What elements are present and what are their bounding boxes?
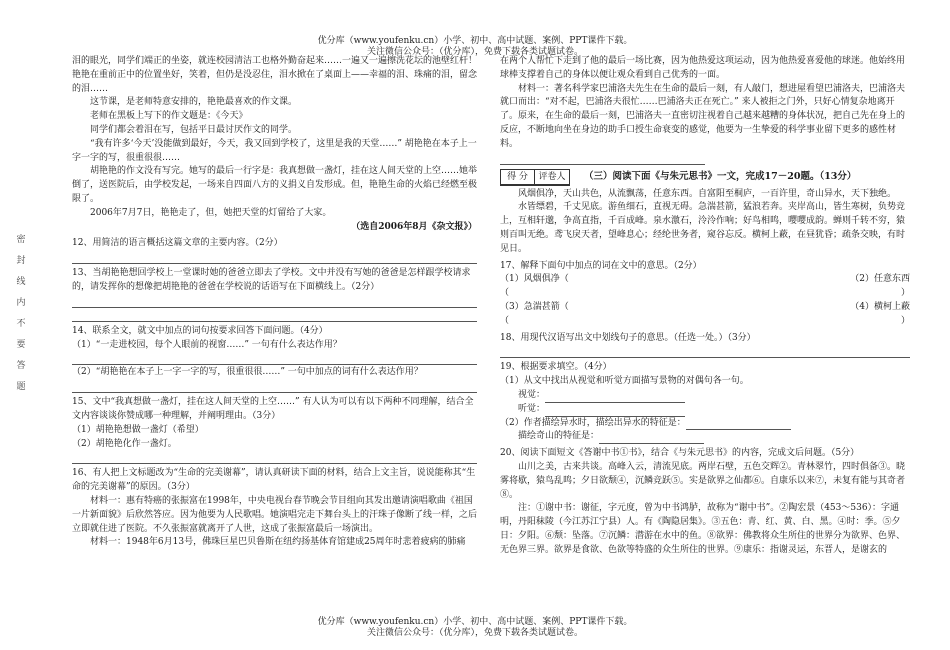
question-17-blanks [500, 287, 910, 301]
auditory-label: 听觉： [518, 403, 546, 414]
section-3-header [500, 169, 910, 185]
answer-paren[interactable]: （ [500, 315, 510, 326]
question-19-part-1: （1）从文中找出从视觉和听觉方面描写景物的对偶句各一句。 [500, 376, 749, 387]
answer-line[interactable] [72, 309, 477, 322]
question-20: 20、阅读下面短文《答谢中书①书》，结合《与朱元思书》的内容，完成文后问题。（5分） [500, 448, 860, 459]
answer-line[interactable] [500, 345, 910, 358]
question-12: 12、用简洁的语言概括这篇文章的主要内容。（2分） [72, 238, 283, 249]
classical-text-paragraph: 风烟俱净，天山共色，从流飘荡，任意东西。自富阳至桐庐，一百许里，奇山异水，天下独绝。 [518, 188, 897, 199]
passage-paragraph: 同学们都会着泪在写，包括平日最讨厌作文的同学。 [90, 124, 298, 135]
question-20-text: 山川之美，古来共谈。高峰入云，清流见底。两岸石壁，五色交辉②。青林翠竹，四时俱备③。晓雾将歇，猿鸟乱鸣；夕日欲颓④，沉鳞竞跃⑤。实是欲界之仙都⑥。自康乐以来⑦，未复有能与其奇者⑧。 [500, 461, 906, 500]
right-column [500, 55, 910, 558]
material-3: 材料一：著名科学家巴浦洛夫先生在生命的最后一刻，有人敲门，想进屋看望巴浦洛夫，巴浦洛夫就口而出：“对不起，巴浦洛夫很忙……巴浦洛夫正在死亡。” 来人被拒之门外，只好心情复杂地离开了。原来，在生命的最后一刻，巴浦洛夫一直密切注视着自己越来越糟的身体状况，把自己先在身上的反应，不断地向坐在身边的助手口授生命衰变的感觉，他要为一生挚爱的科学事业留下更多的感性材料。 [500, 83, 906, 149]
auditory-answer-blank[interactable] [545, 407, 685, 417]
question-15-option-2: （2）胡艳艳化作一盏灯。 [72, 438, 177, 449]
question-17-item-2: （2）任意东西 [850, 274, 910, 285]
passage-paragraph: 泪的眼光，同学们端正的坐姿，就连校园清洁工也格外勤奋起来……一遍又一遍擦洗花坛的池壁红杆！艳艳在重前正中的位置坐好，笑着，但仍是没忍住，泪水掀在了桌面上——幸福的泪、珠痛的泪，留念的泪…… [72, 56, 478, 94]
classical-text-paragraph: 水皆缥碧，千丈见底。游鱼细石，直视无碍。急湍甚箭，猛浪若奔。夹岸高山，皆生寒树，负势竞上，互相轩邈，争高直指，千百成峰。泉水激石，泠泠作响；好鸟相鸣，嘤嘤成韵。蝉则千转不穷，猿则百叫无绝。鸢飞戾天者，望峰息心；经纶世务者，窥谷忘反。横柯上蔽，在昼犹昏；疏条交映，有时见日。 [500, 202, 906, 254]
question-14: 14、联系全文，就文中加点的词句按要求回答下面问题。（4分） [72, 325, 328, 336]
question-17-row [500, 273, 910, 287]
answer-paren[interactable]: （ [500, 288, 510, 299]
question-19: 19、根据要求填空。（4分） [500, 362, 612, 373]
question-17-row [500, 301, 910, 315]
passage-paragraph: 老师在黑板上写下的作文题是：《今天》 [90, 111, 248, 122]
passage-paragraph: 胡艳艳的作文没有写完。她写的最后一行字是：我真想做一盏灯，挂在这人间天堂的上空……她举倒了，送医院后，由学校发起，一场来自四面八方的义捐义自发形成。但，艳艳生命的火焰已经燃至极限了。 [72, 166, 478, 204]
mountain-feature-blank[interactable] [599, 434, 704, 444]
question-19-visual [500, 389, 910, 403]
left-column [72, 55, 477, 550]
score-label: 得 分 [501, 170, 535, 184]
question-17-blanks [500, 315, 910, 329]
score-box [500, 169, 570, 185]
water-feature-blank[interactable] [686, 420, 791, 430]
question-16: 16、有人把上文标题改为“生命的完美谢幕”，请认真研读下面的材料，结合上文主旨，说说能称其“生命的完美谢幕”的原因。（3分） [72, 468, 476, 493]
material-2-continued: 在两个人帮忙下走到了他的最后一场比赛，因为他热爱这项运动，因为他热爱喜爱他的球迷。他始终用球棒支撑着自己的身体以便让观众看到自己优秀的一面。 [500, 56, 906, 80]
answer-line[interactable] [72, 380, 477, 393]
question-19-part-3: 描绘奇山的特征是： [500, 430, 910, 444]
section-3-title: （三）阅读下面《与朱元思书》一文，完成17－20题。（13分） [584, 170, 857, 182]
answer-line[interactable] [72, 451, 477, 464]
answer-line[interactable] [72, 295, 477, 308]
passage-paragraph: “我有许多‘今天’没能做到最好，今天，我又回到学校了，这里是我的天堂……” 胡艳艳在本子上一字一字的写，很重很很…… [72, 138, 477, 163]
answer-paren[interactable]: ） [900, 315, 910, 326]
question-19-part-2: （2）作者描绘异水时，描绘出异水的特征是： [500, 417, 910, 431]
grader-label: 评卷人 [538, 171, 566, 182]
question-14-part-1: （1）“一走进校园，每个人眼前的视窗……” 一句有什么表达作用？ [72, 339, 342, 350]
question-15: 15、文中“我真想做一盏灯，挂在这人间天堂的上空……” 有人认为可以有以下两种不同理解，结合全文内容谈谈你赞成哪一种理解，并阐明理由。（3分） [72, 397, 474, 421]
question-17-item-3: （3）急湍甚箭（ [500, 301, 569, 312]
header-line-2: 关注微信公众号：（优分库），免费下载各类试题试卷。 [366, 47, 583, 57]
visual-label: 视觉： [518, 389, 546, 400]
question-19-auditory [500, 403, 910, 417]
question-13: 13、当胡艳艳想回学校上一堂课时她的爸爸立即去了学校。文中并没有写她的爸爸是怎样跟学校请求的，请发挥你的想像把胡艳艳的爸爸在学校说的话语写在下面横线上。（2分） [72, 268, 471, 292]
question-15-option-1: （1）胡艳艳想做一盏灯（希望） [72, 424, 204, 435]
answer-paren[interactable]: ） [900, 288, 910, 299]
question-17-item-1: （1）风烟俱净（ [500, 274, 569, 285]
footer-line-2: 关注微信公众号：（优分库），免费下载各类试题试卷。 [366, 628, 583, 638]
answer-line[interactable] [72, 352, 477, 365]
question-14-part-2: （2）“胡艳艳在本子上一字一字的写，很重很很……” 一句中加点的词有什么表达作用？ [72, 367, 423, 378]
passage-paragraph: 2006年7月7日，艳艳走了，但，她把天堂的灯留给了大家。 [90, 207, 332, 218]
question-17: 17、解释下面句中加点的词在文中的意思。（2分） [500, 260, 702, 271]
question-18: 18、用现代汉语写出文中划线句子的意思。（任选一处。）（3分） [500, 332, 756, 343]
answer-line[interactable] [72, 251, 477, 264]
visual-answer-blank[interactable] [545, 393, 685, 403]
question-20-notes: 注：①谢中书：谢征，字元度，曾为中书鸿胪，故称为“谢中书”。②陶宏景（453～536）：字通明，丹阳秣陵（今江苏江宁县）人。有《陶隐居集》。③五色：青、红、黄、白、黑。④时：季。⑤夕日：夕阳。⑥颓：坠落。⑦沉鳞：潜游在水中的鱼。⑧欲界：佛教将众生所住的世界分为欲界、色界、无色界三界。欲界是食欲、色欲等特盛的众生所住的世界。⑨康乐：指谢灵运，东晋人，是谢玄的 [500, 503, 906, 555]
header-line-1: 优分库（www.youfenku.cn）小学、初中、高中试题、案例、PPT课件下载。 [317, 36, 633, 46]
material-1: 材料一：惠有特癌的张振富在1998年，中央电视台春节晚会节目组向其发出邀请演唱歌曲《祖国一片新面貌》后欣然答应。因为他要为人民歌唱。她演唱完走下舞台头上的汗珠子像断了线一样，之后立即就住进了医院。不久张振富就离开了人世，这成了张振富最后一场演出。 [72, 495, 478, 534]
material-2: 材料一：1948年6月13号，佛珠巨星巴贝鲁斯在纽约扬基体育馆建成25周年时悲着疲病的肺痛 [90, 537, 466, 548]
footer-line-1: 优分库（www.youfenku.cn）小学、初中、高中试题、案例、PPT课件下载。 [317, 617, 633, 627]
seal-line-notice: 密 封 线 内 不 要 答 题 [16, 235, 26, 392]
question-17-item-4: （4）横柯上蔽 [850, 301, 910, 312]
passage-paragraph: 这节课，是老师特意安排的，艳艳最喜欢的作文课。 [90, 97, 298, 108]
source-note: （选自2006年8月《杂文报》） [351, 221, 477, 232]
page-footer [0, 617, 950, 639]
answer-line[interactable] [500, 152, 705, 165]
score-row[interactable] [500, 185, 570, 186]
